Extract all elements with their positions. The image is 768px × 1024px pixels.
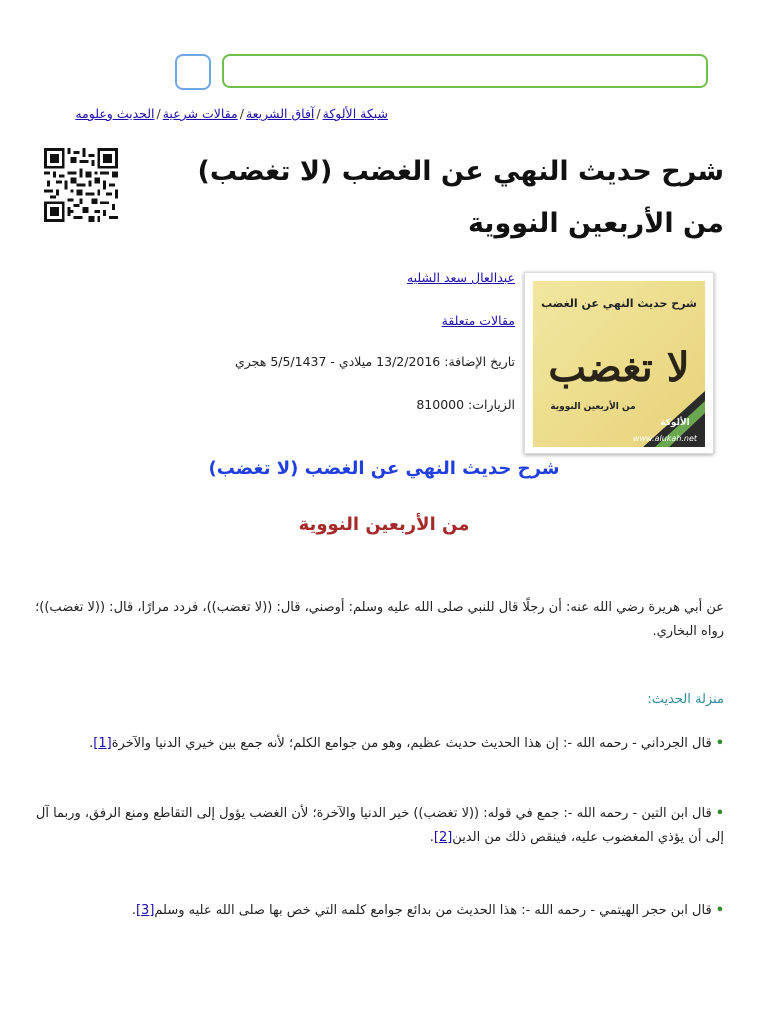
author-link[interactable]: عبدالعال سعد الشليه: [406, 270, 515, 285]
search-button[interactable]: [175, 54, 211, 90]
search-input[interactable]: [222, 54, 708, 88]
qr-code-icon: [42, 148, 120, 222]
list-item: [34, 802, 724, 850]
article-subheading: من الأربعين النووية: [298, 514, 470, 535]
breadcrumb-separator: /: [156, 106, 161, 121]
cover-brand: الألوكة: [660, 418, 690, 428]
breadcrumb-item-articles[interactable]: مقالات شرعية: [162, 106, 238, 121]
article-cover-image: [525, 273, 713, 453]
footnote-link[interactable]: [2]: [433, 830, 453, 845]
bullet-text: قال الجرداني - رحمه الله -: إن هذا الحديث حديث عظيم، وهو من جوامع الكلم؛ لأنه جمع بين خيري الدنيا والآخرة: [111, 736, 712, 751]
breadcrumb-separator: /: [316, 106, 321, 121]
publish-date: تاريخ الإضافة: 13/2/2016 ميلادي - 5/5/1437 هجري: [234, 354, 515, 369]
cover-top-text: شرح حديث النهي عن الغضب: [541, 297, 697, 310]
page-title: شرح حديث النهي عن الغضب (لا تغضب) من الأربعين النووية: [197, 156, 724, 239]
related-articles-link[interactable]: مقالات متعلقة: [441, 313, 515, 328]
bullet-icon: •: [715, 903, 724, 918]
breadcrumb-item-hadith[interactable]: الحديث وعلومه: [75, 106, 155, 121]
cover-url: www.alukah.net: [632, 434, 698, 443]
intro-paragraph: عن أبي هريرة رضي الله عنه: أن رجلًا قال للنبي صلى الله عليه وسلم: أوصني، قال: ((لا تغضب))، فردد مرارًا، قال: ((لا تغضب))؛ رواه البخاري.: [35, 600, 724, 639]
bullet-text: قال ابن حجر الهيتمي - رحمه الله -: هذا الحديث من بدائع جوامع كلمه التي خص بها صلى الله عليه وسلم: [154, 903, 712, 918]
breadcrumb-item-home[interactable]: شبكة الألوكة: [322, 106, 388, 121]
list-item: [34, 732, 724, 756]
footnote-link[interactable]: [3]: [135, 903, 155, 918]
cover-big-text: لا تغضب: [548, 344, 690, 391]
bullet-text: قال ابن التين - رحمه الله -: جمع في قوله: ((لا تغضب)) خير الدنيا والآخرة؛ لأن الغضب يؤول إلى التقاطع ومنع الرفق، وربما آل إلى أن يؤذي المغضوب عليه، فينقص ذلك من الدين: [35, 806, 724, 845]
list-item: [34, 899, 724, 923]
bullet-end: .: [429, 830, 434, 845]
breadcrumb-separator: /: [239, 106, 244, 121]
bullet-icon: •: [715, 736, 724, 751]
bullet-icon: •: [715, 806, 724, 821]
footnote-link[interactable]: [1]: [93, 736, 112, 751]
breadcrumb: [40, 106, 388, 126]
breadcrumb-item-shariah[interactable]: آفاق الشريعة: [245, 106, 315, 121]
article-thumbnail: [524, 272, 714, 454]
cover-sub-text: من الأربعين النووية: [550, 402, 636, 412]
section-title: منزلة الحديث:: [647, 692, 724, 707]
bullet-end: .: [131, 903, 136, 918]
bullet-end: .: [89, 736, 94, 751]
article-heading: شرح حديث النهي عن الغضب (لا تغضب): [208, 458, 560, 479]
visit-count: الزيارات: 810000: [416, 397, 515, 412]
